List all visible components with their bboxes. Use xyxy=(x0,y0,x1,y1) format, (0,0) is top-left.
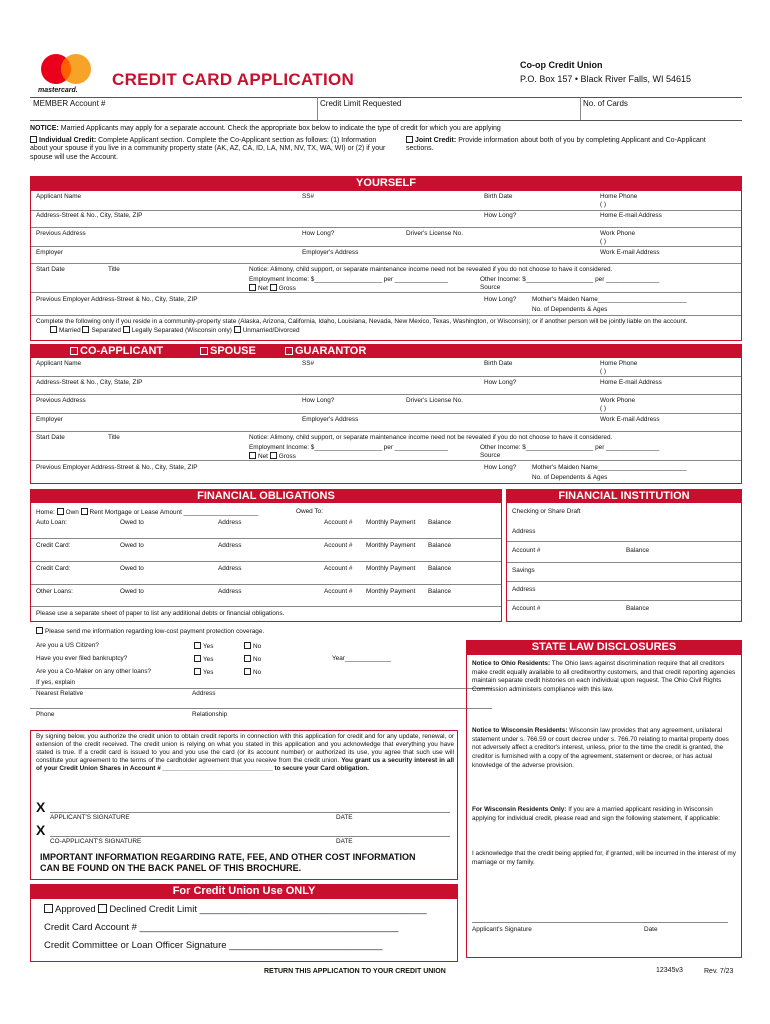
cu-account-line[interactable]: Credit Card Account # _________________________________________________ xyxy=(44,922,399,933)
co-workemail-label: Work E-mail Address xyxy=(600,416,660,423)
checking-address-label: Address xyxy=(512,528,536,535)
co-title-label: Title xyxy=(108,434,120,441)
protection-checkbox[interactable] xyxy=(36,627,43,634)
individual-credit-checkbox[interactable] xyxy=(30,136,37,143)
yourself-start-label: Start Date xyxy=(36,266,65,273)
cc2-account-label: Account # xyxy=(324,565,353,572)
yourself-section xyxy=(30,176,742,341)
yourself-marital-options: Married Separated Legally Separated (Wisconsin only) Unmarried/Divorced xyxy=(50,326,300,334)
financial-institution-header: FINANCIAL INSTITUTION xyxy=(506,489,742,503)
applicant-signature-label[interactable]: APPLICANT'S SIGNATURE xyxy=(50,814,130,821)
otherloans-account-label: Account # xyxy=(324,588,353,595)
yourself-howlong3-label: How Long? xyxy=(484,296,517,303)
co-dependents-label: No. of Dependents & Ages xyxy=(532,474,608,481)
auto-address-label: Address xyxy=(218,519,242,526)
cu-committee-line[interactable]: Credit Committee or Loan Officer Signature _____________________________ xyxy=(44,940,383,951)
otherloans-address-label: Address xyxy=(218,588,242,595)
yourself-homephone-paren: ( ) xyxy=(600,201,607,208)
yourself-homephone-label: Home Phone xyxy=(600,193,638,200)
cu-use-header: For Credit Union Use ONLY xyxy=(30,884,458,899)
yourself-homeemail-label: Home E-mail Address xyxy=(600,212,662,219)
co-empaddress-label: Employer's Address xyxy=(302,416,359,423)
individual-credit[interactable]: Individual Credit: Complete Applicant section. Complete the Co-Applicant section as follows: (1) Information about your spouse if you live in a community property state (AK, AZ, CA, ID, LA, NM, NV, TX, WA, WI) or (2) if your spouse will use the Account. xyxy=(30,137,386,161)
yourself-empincome-label: Employment Income: $___________________ per _______________ xyxy=(249,276,448,283)
yourself-empaddress-label: Employer's Address xyxy=(302,249,359,256)
bankrupt-no[interactable]: No xyxy=(244,655,261,663)
co-netgross: Net Gross xyxy=(249,452,296,460)
comaker-question: Are you a Co-Maker on any other loans? xyxy=(36,668,152,675)
relative-address-label: Address xyxy=(192,690,216,697)
legally-separated-checkbox[interactable] xyxy=(123,326,130,333)
yourself-workemail-label: Work E-mail Address xyxy=(600,249,660,256)
auto-balance-label: Balance xyxy=(428,519,452,526)
cc1-balance-label: Balance xyxy=(428,542,452,549)
rent-checkbox[interactable] xyxy=(81,508,88,515)
yourself-workphone-label: Work Phone xyxy=(600,230,636,237)
yourself-maiden-label: Mother's Maiden Name_________________________ xyxy=(532,296,687,303)
cu-name: Co-op Credit Union xyxy=(520,60,603,70)
yourself-howlong2-label: How Long? xyxy=(302,230,335,237)
co-prevaddress-label: Previous Address xyxy=(36,397,86,404)
brand-wordmark: mastercard. xyxy=(38,87,78,94)
declined-checkbox[interactable] xyxy=(98,904,107,913)
co-gross-checkbox[interactable] xyxy=(270,452,277,459)
applicant-sign-x: X xyxy=(36,799,46,815)
yourself-header: YOURSELF xyxy=(30,176,742,191)
yourself-gross-checkbox[interactable] xyxy=(270,284,277,291)
co-prevemp-label: Previous Employer Address-Street & No., City, State, ZIP xyxy=(36,464,198,471)
co-howlong-label: How Long? xyxy=(484,379,517,386)
cards-count-label: No. of Cards xyxy=(583,99,628,108)
otherloans-label: Other Loans: xyxy=(36,588,73,595)
joint-credit[interactable]: Joint Credit: Provide information about both of you by completing Applicant and Co-Applicant sections. xyxy=(406,137,706,153)
wisconsin-notice: Notice to Wisconsin Residents: Wisconsin law provides that any agreement, unilateral statement under s. 766.59 or court decree under s. 766.70 relating to marital property does not adversely affect a creditor's interest, unless, prior to the time the credit is granted, the creditor is furnished with a copy of the agreement, statement or decree, or has actual knowledge of the adverse provision. xyxy=(472,727,729,769)
cc2-owed-label: Owed to xyxy=(120,565,144,572)
relative-relationship-label: Relationship xyxy=(192,711,228,718)
yourself-workphone-paren: ( ) xyxy=(600,238,607,245)
co-ssn-label: SS# xyxy=(302,360,315,367)
yourself-prevemp-label: Previous Employer Address-Street & No., City, State, ZIP xyxy=(36,296,198,303)
yourself-alimony-notice: Notice: Alimony, child support, or separate maintenance income need not be revealed if you do not choose to have it considered. xyxy=(249,266,613,273)
co-workphone-paren: ( ) xyxy=(600,405,607,412)
state-date-label[interactable]: Date xyxy=(644,926,658,933)
comaker-no[interactable]: No xyxy=(244,668,261,676)
notice: NOTICE: Married Applicants may apply for a separate account. Check the appropriate box below to indicate the type of credit for which you are applying xyxy=(30,125,501,132)
return-instruction: RETURN THIS APPLICATION TO YOUR CREDIT UNION xyxy=(264,968,446,975)
member-account-label: MEMBER Account # xyxy=(33,99,106,108)
yourself-address-label: Address-Street & No., City, State, ZIP xyxy=(36,212,143,219)
yourself-dl-label: Driver's License No. xyxy=(406,230,463,237)
yourself-net-checkbox[interactable] xyxy=(249,284,256,291)
form-revision: Rev. 7/23 xyxy=(704,968,734,975)
coapplicant-sign-x: X xyxy=(36,822,46,838)
credit-limit-label: Credit Limit Requested xyxy=(320,99,402,108)
approved-checkbox[interactable] xyxy=(44,904,53,913)
cu-approval-row: Approved Declined Credit Limit ___________________________________________ xyxy=(44,904,427,916)
co-maiden-label: Mother's Maiden Name_________________________ xyxy=(532,464,687,471)
cc1-address-label: Address xyxy=(218,542,242,549)
unmarried-checkbox[interactable] xyxy=(234,326,241,333)
wisconsin-residents-only: For Wisconsin Residents Only: If you are a married applicant residing in Wisconsin applying for individual credit, please read and sign the following statement, if applicable: xyxy=(472,806,720,822)
cc1-monthly-label: Monthly Payment xyxy=(366,542,416,549)
cc2-address-label: Address xyxy=(218,565,242,572)
auto-monthly-label: Monthly Payment xyxy=(366,519,416,526)
co-source-label: Source xyxy=(480,452,501,459)
cc1-label: Credit Card: xyxy=(36,542,71,549)
bankrupt-yes[interactable]: Yes xyxy=(194,655,213,663)
coapplicant-signature-label[interactable]: CO-APPLICANT'S SIGNATURE xyxy=(50,838,142,845)
coapplicant-header: CO-APPLICANT SPOUSE GUARANTOR xyxy=(30,344,742,358)
savings-address-label: Address xyxy=(512,586,536,593)
home-ownership-row: Home: Own Rent Mortgage or Lease Amount _____________________ xyxy=(36,509,259,516)
joint-credit-checkbox[interactable] xyxy=(406,136,413,143)
coapplicant-date-label[interactable]: DATE xyxy=(336,838,353,845)
yourself-community-note: Complete the following only if you reside in a community-property state (Alaska, Arizona, California, Idaho, Louisiana, Nevada, New Mexico, Texas, Washington, or Wisconsin); or if another person will be jointly liable on the account. xyxy=(36,318,688,325)
bankrupt-question: Have you ever filed bankruptcy? xyxy=(36,655,128,662)
cc2-monthly-label: Monthly Payment xyxy=(366,565,416,572)
acknowledgement: I acknowledge that the credit being applied for, if granted, will be incurred in the interest of my marriage or my family. xyxy=(472,850,736,866)
otherloans-owed-label: Owed to xyxy=(120,588,144,595)
cc2-balance-label: Balance xyxy=(428,565,452,572)
page-title: CREDIT CARD APPLICATION xyxy=(112,70,355,89)
checking-label: Checking or Share Draft xyxy=(512,508,581,515)
yourself-employer-label: Employer xyxy=(36,249,63,256)
co-employer-label: Employer xyxy=(36,416,63,423)
owed-to-label: Owed To: xyxy=(296,508,323,515)
co-birth-label: Birth Date xyxy=(484,360,513,367)
yourself-howlong-label: How Long? xyxy=(484,212,517,219)
cc2-label: Credit Card: xyxy=(36,565,71,572)
comaker-yes[interactable]: Yes xyxy=(194,668,213,676)
yourself-prevaddress-label: Previous Address xyxy=(36,230,86,237)
yourself-birth-label: Birth Date xyxy=(484,193,513,200)
checking-balance-label: Balance xyxy=(626,547,650,554)
cc1-owed-label: Owed to xyxy=(120,542,144,549)
citizen-yes[interactable]: Yes xyxy=(194,642,213,650)
bankrupt-year: Year_____________ xyxy=(332,655,392,662)
state-law-header: STATE LAW DISCLOSURES xyxy=(466,640,742,655)
savings-label: Savings xyxy=(512,567,535,574)
auto-loan-label: Auto Loan: xyxy=(36,519,67,526)
applicant-date-label[interactable]: DATE xyxy=(336,814,353,821)
auto-owed-label: Owed to xyxy=(120,519,144,526)
co-homephone-paren: ( ) xyxy=(600,368,607,375)
yourself-otherincome-label: Other Income: $___________________ per _______________ xyxy=(480,276,660,283)
yourself-netgross: Net Gross xyxy=(249,284,296,292)
protection-row: Please send me information regarding low-cost payment protection coverage. xyxy=(36,627,264,635)
citizen-no[interactable]: No xyxy=(244,642,261,650)
state-applicant-signature-label[interactable]: Applicant's Signature xyxy=(472,926,532,933)
co-homeemail-label: Home E-mail Address xyxy=(600,379,662,386)
financial-obligations-header: FINANCIAL OBLIGATIONS xyxy=(30,489,502,503)
co-address-label: Address-Street & No., City, State, ZIP xyxy=(36,379,143,386)
co-homephone-label: Home Phone xyxy=(600,360,638,367)
cu-address: P.O. Box 157 • Black River Falls, WI 54615 xyxy=(520,74,692,84)
ohio-notice: Notice to Ohio Residents: The Ohio laws against discrimination require that all creditors make credit equally available to all creditworthy customers, and that credit reporting agencies maintain separate credit histories on each individual upon request. The Ohio Civil Rights Commission administers compliance with this law. xyxy=(472,660,736,693)
separate-sheet-note: Please use a separate sheet of paper to list any additional debts or financial obligations. xyxy=(36,610,285,617)
form-code: 12345v3 xyxy=(656,967,683,974)
relative-label: Nearest Relative xyxy=(36,690,84,697)
co-empincome-label: Employment Income: $___________________ per _______________ xyxy=(249,444,448,451)
yourself-source-label: Source xyxy=(480,284,501,291)
savings-balance-label: Balance xyxy=(626,605,650,612)
authorization-text: By signing below, you authorize the credit union to obtain credit reports in connection with this application for credit and for any update, renewal, or extension of the credit received. The credit union is relying on what you stated in this application and you acknowledge that everything you have stated is true. If a credit card is issued to you and you use the card (or its account number) or authorized its use, you agree that such use will constitute your agreement to the terms of the cardholder agreement that you receive from the credit union. You grant us a security interest in all of your Credit Union Shares in Account # _______________________________ to secure your Card obligation. xyxy=(36,733,454,773)
cc1-account-label: Account # xyxy=(324,542,353,549)
co-otherincome-label: Other Income: $___________________ per _______________ xyxy=(480,444,660,451)
separated-checkbox[interactable] xyxy=(82,326,89,333)
yourself-dependents-label: No. of Dependents & Ages xyxy=(532,306,608,313)
otherloans-monthly-label: Monthly Payment xyxy=(366,588,416,595)
co-alimony-notice: Notice: Alimony, child support, or separate maintenance income need not be revealed if you do not choose to have it considered. xyxy=(249,434,613,441)
yourself-ssn-label: SS# xyxy=(302,193,315,200)
if-yes-label: If yes, explain xyxy=(36,679,76,686)
yourself-title-label: Title xyxy=(108,266,120,273)
yourself-name-label: Applicant Name xyxy=(36,193,82,200)
co-name-label: Applicant Name xyxy=(36,360,82,367)
otherloans-balance-label: Balance xyxy=(428,588,452,595)
savings-account-label: Account # xyxy=(512,605,541,612)
co-start-label: Start Date xyxy=(36,434,65,441)
co-net-checkbox[interactable] xyxy=(249,452,256,459)
co-workphone-label: Work Phone xyxy=(600,397,636,404)
checking-account-label: Account # xyxy=(512,547,541,554)
own-checkbox[interactable] xyxy=(57,508,64,515)
auto-account-label: Account # xyxy=(324,519,353,526)
citizen-question: Are you a US Citizen? xyxy=(36,642,99,649)
married-checkbox[interactable] xyxy=(50,326,57,333)
relative-phone-label: Phone xyxy=(36,711,55,718)
co-dl-label: Driver's License No. xyxy=(406,397,463,404)
co-howlong3-label: How Long? xyxy=(484,464,517,471)
important-info-note: IMPORTANT INFORMATION REGARDING RATE, FEE, AND OTHER COST INFORMATION CAN BE FOUND ON THE BACK PANEL OF THIS BROCHURE. xyxy=(40,852,416,874)
co-howlong2-label: How Long? xyxy=(302,397,335,404)
